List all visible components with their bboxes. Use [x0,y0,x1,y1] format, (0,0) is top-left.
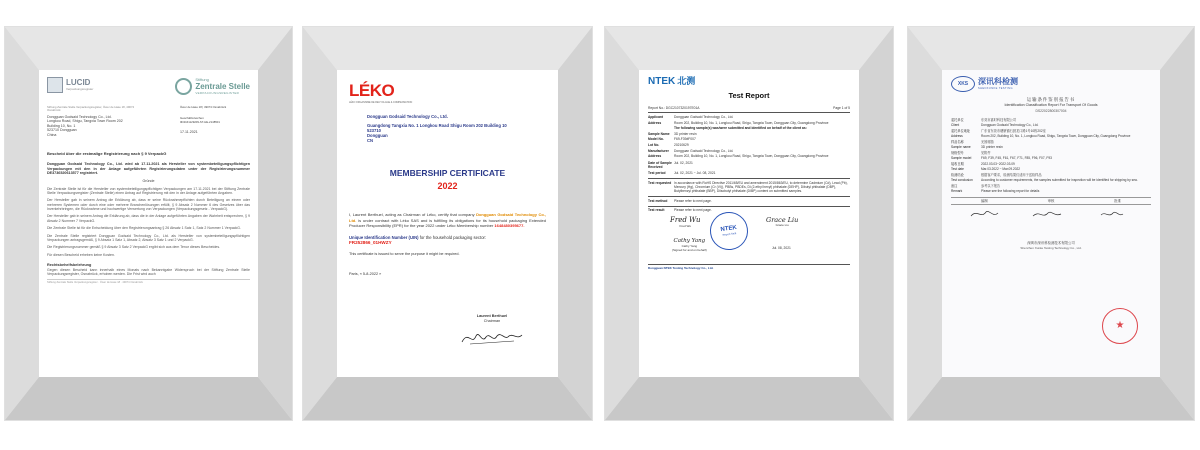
signer-name: Laurent Berthuel [476,314,508,318]
signature-area: Fred Wu Fred Wu NTEK Report Seal Grace Liu Grace Liu Cathy Yang Cathy Yang (Signed for and on behalf) Jul. 08, 2021 [648,216,850,262]
leko-logo: LÉKO [349,81,395,100]
certificate-body: I, Laurent Berthuel, acting as Chairman of Léko, certify that company Dongguan Godsaid Technology Co., Ltd. is under contract with Léko SAS and is fulfilling its obligations for its household packaging Extended Producer Responsibility (EPR) for the year 2022 under Léko Membership number 1648480395677. [349,212,546,229]
certificate-year: 2022 [437,181,458,192]
certificate-document: LÉKO LÉKO ORGANISME DE RECYCLAGE & COMPENSATION Dongguan Godsaid Technology Co., Ltd. Guangdong Tangxia No. 1 Longkou Road Shigu Room 202 Building 10 523710 Dongguan CN MEMBERSHIP CERTIFICATE 2022 I, Laurent Berthuel, acting as Chairman of Léko, certify that company Dongguan Godsaid Technology Co., Ltd. is under contract with Léko SAS and is fulfilling its obligations for its household packaging Extended Producer Responsibility (EPR) for the year 2022 under Léko Membership number 1648480395677. Unique Identification Number (UIN) for the household packaging sector: FR252866_01HWZY This certificate is issued to serve the purpose it might be required. Paris, « 5-8-2022 » Laurent Berthuel Chairman [337,70,558,377]
report-number: DGC2107320197E01A [665,105,700,110]
report-title-en: Identification Classification Report For Transport Of Goods [1004,102,1098,107]
report-title: Test Report [728,90,770,100]
certificate-document: LUCID Verpackungsregister Stiftung Zentrale Stelle VERPACKUNGSREGISTER Stiftung Zentrale Stelle Verpackungsregister, Öwer de Hase 18, 49074 Osnabrück Dongguan Godsaid Technology Co., Ltd. Longkou Road, Shigu, Tangxia Town Room 202 Building 10, No. 1 523710 Dongguan China Öwer de Hase 18 | 49074 Osnabrück Geschäftszeichen 0D2161129209-ST-HE-2148501 17.11.2021 Bescheid über die erstmalige Registrierung nach § 9 VerpackG Dongguan Godsaid Technology Co., Ltd. wird ab 17.11.2021 als Hersteller von systembeteiligungspflichtigen Verpackungen mit den in der Anlage aufgeführten Registrierungsdaten unter der Registrierungsnummer DE3736520613577 registriert. Gründe Die Zentrale Stelle ist für die Hersteller von systembeteiligungspflichtigen Verpackungen am 17.11.2021 bei der Stiftung Zentrale Stelle Verpackungsregister (Zentrale Stelle) einen Antrag auf Registrierung mit den in der Anlage aufgeführten Angaben. Der Hersteller gab in seinem Antrag die Erklärung ab, dass er seine Rücknahmepflichten durch Beteiligung an einem oder mehreren Systemen oder durch eine oder mehrere Branchenlösungen erfüllt, § 9 Absatz 2 Nummer 6 des Gesetzes über das Inverkehrbringen, die Rücknahme und hochwertige Verwertung von Verpackungen (Verpackungsgesetz - VerpackG). Der Hersteller gab in seinem Antrag die Erklärung ab, dass die in der Anlage aufgeführten Angaben der Wahrheit entsprechen, § 9 Absatz 2 Nummer 7 VerpackG. Die Zentrale Stelle ist für die Entscheidung über den Registrierungsantrag § 26 Absatz 1 Satz 1, Satz 2 Nummer 1 VerpackG. Die Zentrale Stelle registriert Dongguan Godsaid Technology Co., Ltd. als Hersteller von systembeteiligungspflichtigen Verpackungen antragsgemäß, § 9 Absatz 1 Satz 1, Absatz 2, Absatz 3 Satz 1 und 2 VerpackG. Die Registrierungsnummer gemäß § 9 Absatz 3 Satz 2 VerpackG ergibt sich aus dem Tenor dieses Bescheides. Für diesen Bescheid erheben keine Kosten. Rechtsbehelfsbelehrung Gegen diesen Bescheid kann innerhalb eines Monats nach Bekanntgabe Widerspruch bei der Stiftung Zentrale Stelle Verpackungsregister, Osnabrück, erhoben werden. Die Frist wird auch Stiftung Zentrale Stelle Verpackungsregister · Öwer de Hase 18 · 49074 Osnabrück [39,70,258,377]
document-subject: Bescheid über die erstmalige Registrierung nach § 9 VerpackG [47,151,167,157]
report-title-cn: 运输条件鉴别报告书 [1026,97,1076,102]
sender-line: Stiftung Zentrale Stelle Verpackungsregister, Öwer de Hase 18, 49074 Osnabrück [47,104,135,113]
certificate-frame-leko [303,27,592,420]
report-rows: 委托单位 东莞市嘉时科技有限公司 Client Dongguan Godsaid Technology Co., Ltd. 委托单位地址 广东省东莞市塘厦镇石鼓龙口路1号10栋202室 Address Room 202, Building 10, No. 1, Longkou Road, Shigu, Tangxia Town, Dongguan City, Guangdong Province 样品名称 光固树脂 Sample name 3D printer resin 规格型号 见附件 Sample model F69, F39, F45, F61, F67, F71, F85, F96, F07, F93 接收日期 2022.03.03~2022.03.09 Test date Mar.03.2022 ~ Mar.09.2022 检测结论 根据客户要求，检测结果仅适用于送检样品 Test conclusion According to customer requirements, the samples submitted for inspection will be identified for shipping by sea. 备注 参考以下报告 Remark Please see the following report for details [951,118,1138,194]
report-seal: NTEK Report Seal [708,210,751,253]
document-footer: Stiftung Zentrale Stelle Verpackungsregister · Öwer de Hase 18 · 49074 Osnabrück [47,279,250,284]
report-number: DS22022800307004 [1035,108,1067,113]
certificate-frame-xks [908,27,1194,420]
signature-grace-liu: Grace Liu [766,216,799,225]
zsvr-logo: Stiftung Zentrale Stelle VERPACKUNGSREGISTER [175,77,250,96]
handwritten-signatures [951,207,1151,221]
place-date: Paris, « 5-8-2022 » [349,272,382,277]
ntek-logo: NTEK [648,76,676,87]
red-stamp: ★ [1102,308,1138,344]
signature-fred-wu: Fred Wu [670,216,701,225]
signature-cathy-yang: Cathy Yang [673,238,706,245]
uin-number: FR252866_01HWZY [349,239,392,245]
transport-report-document: XKS 深讯科检测 SHENXUNKE TESTING 运输条件鉴别报告书 Identification Classification Report For Transport Of Goods DS22022800307004 委托单位 东莞市嘉时科技有限公司 Client Dongguan Godsaid Technology Co., Ltd. 委托单位地址 广东省东莞市塘厦镇石鼓龙口路1号10栋202室 Address Room 202, Building 10, No. 1, Longkou Road, Shigu, Tangxia Town, Dongguan City, Guangdong Province 样品名称 光固树脂 Sample name 3D printer resin 规格型号 见附件 Sample model F69, F39, F45, F61, F67, F71, F85, F96, F07, F93 接收日期 2022.03.03~2022.03.09 Test date Mar.03.2022 ~ Mar.09.2022 检测结论 根据客户要求，检测结果仅适用于送检样品 Test conclusion According to customer requirements, the samples submitted for inspection will be identified for shipping by sea. 备注 参考以下报告 Remark Please see the following report for details 编制 审核 批准 ★ 深圳市深讯科检测技术有限公司 Shenzhen Xunke Testing Technology Co., Ltd. [942,70,1160,377]
report-fields: Applicant Dongguan Godsaid Technology Co., Ltd. Address Room 202, Building 10, No. 1, Longkou Road, Shigu, Tangxia Town, Dongguan City, Guangdong Province The following sample(s) was/were submitted and identified on behalf of the client as: Sample Name 3D printer resin Model No. F69-F39#F007 Lot No. 20210629 Manufacturer Dongguan Godsaid Technology Co., Ltd. Address Room 202, Building 10, No. 1, Longkou Road, Shigu, Tangxia Town, Dongguan City, Guangdong Province Date of Sample Received Jul. 02, 2021 Test period Jul. 02, 2021 ~ Jul. 08, 2021 Test requested In accordance with RoHS Directive 2011/65/EU and amendment 2015/863/EU, to determine Cadmium (Cd), Lead (Pb), Mercury (Hg), Chromium (Cr (VI)), PBBs, PBDEs, Di (2-ethyl hexyl) phthalate (DEHP), Dibutyl phthalate (DBP), Butylbenzyl phthalate (BBP), Diisobutyl phthalate (DIBP) content on submitted samples. Test method Please refer to next page. Test result Please refer to next page. [648,114,848,213]
report-footer: Shenzhen Xunke Testing Technology Co., Ltd. [1020,245,1082,250]
document-date: 17.11.2021 [180,130,198,135]
report-footer: Dongguan NTEK Testing Technology Co., Ltd. [648,265,714,270]
recipient-block: Dongguan Godsaid Technology Co., Ltd. Guangdong Tangxia No. 1 Longkou Road Shigu Room 202 Building 10 523710 Dongguan CN [367,114,507,144]
certificate-frame-lucid [5,27,292,420]
lucid-logo: LUCID Verpackungsregister [47,77,93,93]
certificate-title: MEMBERSHIP CERTIFICATE [389,167,506,178]
xks-logo: XKS [951,76,975,92]
company-name-cn: 深圳市深讯科检测技术有限公司 [1027,241,1075,246]
approval-row: 编制 审核 批准 [951,197,1151,205]
certificate-frame-ntek [605,27,893,420]
test-report-document: NTEK 北测 Test Report Report No.: DGC2107320197E01A Page 1 of 5 Applicant Dongguan Godsaid Technology Co., Ltd. Address Room 202, Building 10, No. 1, Longkou Road, Shigu, Tangxia Town, Dongguan City, Guangdong Province The following sample(s) was/were submitted and identified on behalf of the client as: Sample Name 3D printer resin Model No. F69-F39#F007 Lot No. 20210629 Manufacturer Dongguan Godsaid Technology Co., Ltd. Address Room 202, Building 10, No. 1, Longkou Road, Shigu, Tangxia Town, Dongguan City, Guangdong Province Date of Sample Received Jul. 02, 2021 Test period Jul. 02, 2021 ~ Jul. 08, 2021 Test requested In accordance with RoHS Directive 2011/65/EU and amendment 2015/863/EU, to determine Cadmium (Cd), Lead (Pb), Mercury (Hg), Chromium (Cr (VI)), PBBs, PBDEs, Di (2-ethyl hexyl) phthalate (DEHP), Dibutyl phthalate (DBP), Butylbenzyl phthalate (BBP), Diisobutyl phthalate (DIBP) content on submitted samples. Test method Please refer to next page. Test result Please refer to next page. Fred Wu Fred Wu NTEK Report Seal Grace Liu Grace Liu Cathy Yang Cathy Yang (Signed for and on behalf) Jul. 08, 2021 Dongguan NTEK Testing Technology Co., Ltd. [639,70,859,377]
signature-image [460,328,524,348]
